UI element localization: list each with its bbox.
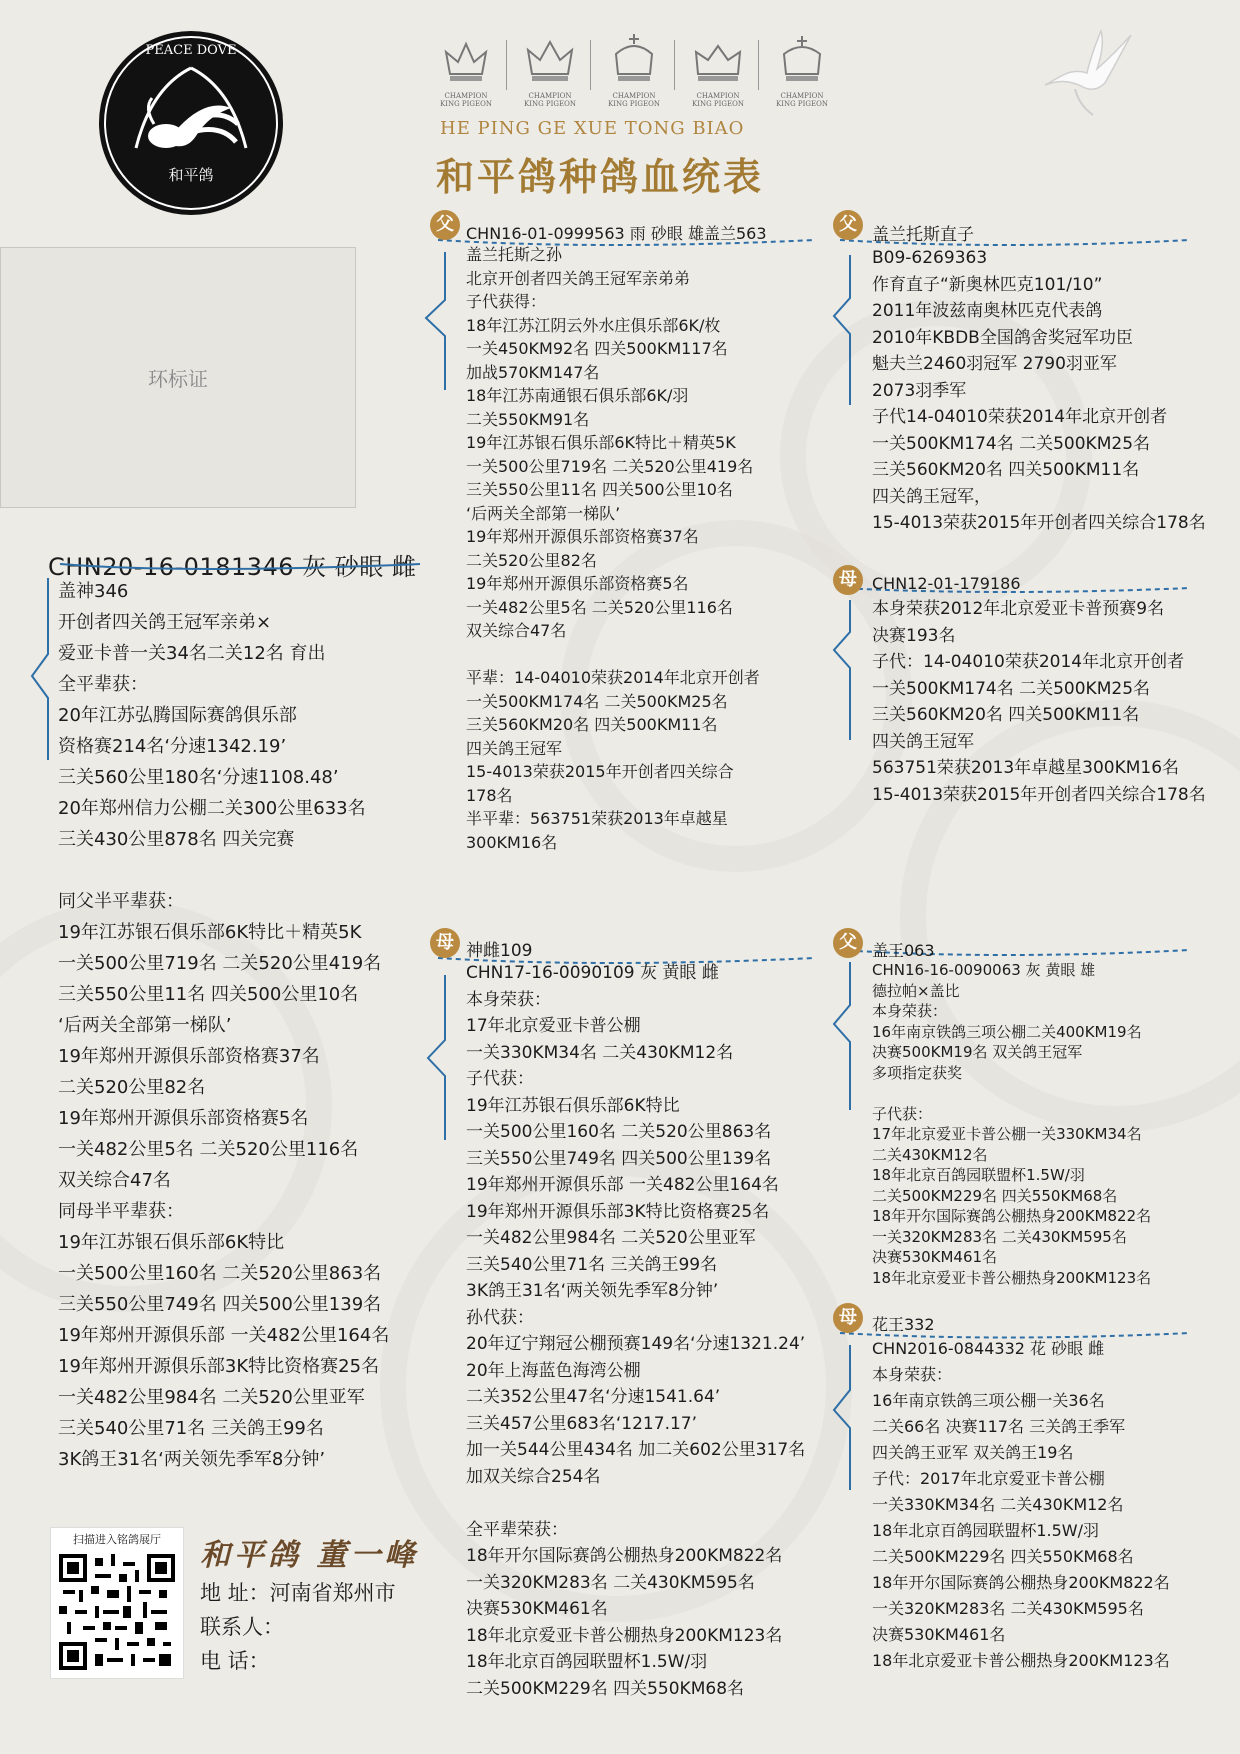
sire-sire-badge: 父	[833, 210, 863, 240]
dam-dam-badge: 母	[833, 1303, 863, 1333]
dam-line: 3K鸽王31名‘两关领先季军8分钟’	[466, 1281, 719, 1301]
dam-line: 20年上海蓝色海湾公棚	[466, 1360, 641, 1381]
subject-line: 19年郑州开源俱乐部资格赛37名	[58, 1046, 320, 1067]
dam-badge: 母	[430, 928, 460, 958]
sire-sire-line: 魁夫兰2460羽冠军 2790羽亚军	[872, 354, 1117, 374]
qr-code[interactable]	[50, 1527, 184, 1679]
dam-line: 三关457公里683名‘1217.17’	[466, 1413, 698, 1434]
sire-sire-line: 2073羽季军	[872, 380, 967, 401]
crown-caption: CHAMPION	[696, 92, 740, 100]
dam-line: 18年开尔国际赛鸽公棚热身200KM822名	[466, 1546, 783, 1566]
logo-text-en: PEACE DOVE	[145, 43, 237, 58]
subject-line: 二关520公里82名	[58, 1077, 206, 1098]
dam-dam-details	[872, 1336, 1170, 1674]
dam-dam-line: 一关330KM34名 二关430KM12名	[872, 1495, 1124, 1514]
sire-sire-line: 三关560KM20名 四关500KM11名	[872, 460, 1140, 480]
sire-sire-line: 四关鸽王冠军，	[872, 486, 991, 507]
subject-line: 双关综合47名	[58, 1170, 171, 1191]
sire-line: 半平辈：563751荣获2013年卓越星	[466, 809, 728, 828]
dam-sire-line: 18年开尔国际赛鸽公棚热身200KM822名	[872, 1207, 1152, 1225]
subject-line: ‘后两关全部第一梯队’	[58, 1015, 232, 1036]
subject-line: 全平辈获：	[58, 674, 148, 695]
dam-sire-line: 18年北京爱亚卡普公棚热身200KM123名	[872, 1268, 1152, 1287]
dam-dam-line: 18年北京爱亚卡普公棚热身200KM123名	[872, 1651, 1170, 1670]
sire-sire-line: 一关500KM174名 二关500KM25名	[872, 433, 1151, 454]
crown-caption: CHAMPION	[528, 92, 572, 100]
sire-line: 子代获得：	[466, 292, 547, 311]
sire-sire-line: 子代14-04010荣获2014年北京开创者	[872, 407, 1168, 427]
sire-dam-line: 563751荣获2013年卓越星300KM16名	[872, 758, 1180, 778]
subject-line: 一关500公里719名 二关520公里419名	[58, 953, 382, 974]
dam-line: 加双关综合254名	[466, 1466, 601, 1487]
dam-line: 二关352公里47名‘分速1541.64’	[466, 1387, 721, 1407]
dam-dam-line: 本身荣获：	[872, 1365, 953, 1384]
crown-caption: CHAMPION	[780, 92, 824, 100]
dam-line: 18年北京爱亚卡普公棚热身200KM123名	[466, 1625, 783, 1646]
subject-line: 20年郑州信力公棚二关300公里633名	[58, 798, 366, 819]
dam-line: 加一关544公里434名 加二关602公里317名	[466, 1440, 806, 1460]
sire-header: CHN16-01-0999563 雨 砂眼 雄盖兰563	[466, 224, 767, 243]
bracket-sd	[834, 600, 850, 740]
sire-line: 平辈：14-04010荣获2014年北京开创者	[466, 668, 760, 687]
crown-caption: KING PIGEON	[776, 100, 828, 108]
subject-line: 19年江苏银石俱乐部6K特比	[58, 1232, 285, 1253]
bracket-subject	[32, 578, 48, 760]
sire-line: 一关500KM174名 二关500KM25名	[466, 691, 728, 711]
subject-line: 19年江苏银石俱乐部6K特比＋精英5K	[58, 922, 362, 943]
crown-caption: KING PIGEON	[692, 100, 744, 108]
sire-line: 四关鸽王冠军	[466, 738, 563, 758]
dam-details	[466, 960, 805, 1702]
dam-sire-line: 18年北京百鸽园联盟杯1.5W/羽	[872, 1166, 1085, 1184]
sire-line: 178名	[466, 785, 513, 805]
sire-dam-header: CHN12-01-179186	[872, 574, 1021, 593]
sire-dam-line: 本身荣获2012年北京爱亚卡普预赛9名	[872, 599, 1165, 619]
sire-line: 一关450KM92名 四关500KM117名	[466, 339, 728, 358]
dam-line: 一关482公里984名 二关520公里亚军	[466, 1228, 756, 1248]
dam-line: 18年北京百鸽园联盟杯1.5W/羽	[466, 1652, 708, 1672]
subject-line: 三关540公里71名 三关鸽王99名	[58, 1418, 324, 1439]
subject-line: 盖神346	[58, 581, 129, 602]
sire-line: 300KM16名	[466, 832, 558, 852]
sire-dam-line: 四关鸽王冠军	[872, 731, 974, 752]
dam-line: 20年辽宁翔冠公棚预赛149名‘分速1321.24’	[466, 1334, 806, 1354]
subject-line: 19年郑州开源俱乐部3K特比资格赛25名	[58, 1356, 380, 1377]
sire-line: 18年江苏南通银石俱乐部6K/羽	[466, 386, 689, 405]
sire-line: 15-4013荣获2015年开创者四关综合	[466, 762, 734, 781]
dam-sire-details	[872, 960, 1151, 1288]
dam-dam-line: 二关66名 决赛117名 三关鸽王季军	[872, 1417, 1126, 1436]
dam-dam-header: 花王332	[872, 1315, 935, 1334]
subject-line: 三关560公里180名‘分速1108.48’	[58, 767, 339, 788]
subject-details	[58, 576, 389, 1475]
sire-line: 18年江苏江阴云外水庄俱乐部6K/枚	[466, 315, 721, 335]
sire-dam-line: 15-4013荣获2015年开创者四关综合178名	[872, 784, 1206, 805]
dam-sire-header: 盖王063	[872, 941, 935, 960]
logo-text-cn: 和平鸽	[168, 166, 214, 184]
subject-line: 开创者四关鸽王冠军亲弟×	[58, 612, 272, 633]
sire-sire-details	[872, 245, 1206, 537]
crown-caption: CHAMPION	[612, 92, 656, 100]
sire-dam-line: 一关500KM174名 二关500KM25名	[872, 678, 1151, 699]
subject-line: 资格赛214名‘分速1342.19’	[58, 736, 287, 757]
dam-dam-line: 决赛530KM461名	[872, 1625, 1006, 1644]
contact-line: 联系人：	[200, 1615, 284, 1639]
dam-line	[466, 1490, 805, 1517]
sire-sire-line: B09-6269363	[872, 248, 988, 268]
dam-dam-line: 四关鸽王亚军 双关鸽王19名	[872, 1443, 1074, 1462]
sire-line: 盖兰托斯之孙	[466, 245, 563, 264]
sire-line: 加战570KM147名	[466, 362, 600, 382]
subject-line: 19年郑州开源俱乐部资格赛5名	[58, 1108, 309, 1129]
dam-sire-line: CHN16-16-0090063 灰 黄眼 雄	[872, 961, 1096, 979]
subject-line: 三关550公里749名 四关500公里139名	[58, 1294, 382, 1315]
dam-line: 19年郑州开源俱乐部 一关482公里164名	[466, 1175, 779, 1195]
dam-line: 决赛530KM461名	[466, 1599, 608, 1619]
sire-line	[466, 643, 760, 667]
sire-line: 19年郑州开源俱乐部资格赛5名	[466, 574, 689, 593]
sire-line: 二关520公里82名	[466, 550, 597, 570]
subject-line: 3K鸽王31名‘两关领先季军8分钟’	[58, 1449, 326, 1470]
sire-line: ‘后两关全部第一梯队’	[466, 503, 621, 523]
contact-info	[200, 1576, 396, 1678]
dam-line: 17年北京爱亚卡普公棚	[466, 1016, 641, 1036]
dam-line: 三关550公里749名 四关500公里139名	[466, 1148, 772, 1169]
dam-sire-line: 二关430KM12名	[872, 1145, 988, 1164]
dam-line: CHN17-16-0090109 灰 黄眼 雌	[466, 963, 719, 983]
sire-line: 三关550公里11名 四关500公里10名	[466, 480, 733, 499]
dam-line: 孙代获：	[466, 1307, 534, 1328]
sire-line: 一关482公里5名 二关520公里116名	[466, 597, 733, 617]
subject-line: 爱亚卡普一关34名二关12名 育出	[58, 643, 326, 664]
sire-sire-line: 2010年KBDB全国鸽舍奖冠军功臣	[872, 327, 1133, 348]
crown-caption: KING PIGEON	[524, 100, 576, 108]
dam-line: 一关500公里160名 二关520公里863名	[466, 1122, 772, 1142]
sire-dam-line: 决赛193名	[872, 625, 956, 646]
dam-line: 本身荣获：	[466, 989, 551, 1010]
dam-line: 三关540公里71名 三关鸽王99名	[466, 1254, 718, 1275]
sire-dam-line: 三关560KM20名 四关500KM11名	[872, 705, 1140, 725]
sire-dam-details	[872, 596, 1206, 808]
subject-line: 三关430公里878名 四关完赛	[58, 829, 295, 850]
page-title: 和平鸽种鸽血统表	[436, 154, 765, 199]
dam-dam-line: 二关500KM229名 四关550KM68名	[872, 1547, 1134, 1566]
bracket-ss	[834, 255, 850, 405]
subject-line	[58, 855, 389, 886]
dam-dam-line: 18年开尔国际赛鸽公棚热身200KM822名	[872, 1573, 1170, 1592]
sire-line: 双关综合47名	[466, 621, 567, 640]
dam-dam-line: 16年南京铁鸽三项公棚一关36名	[872, 1391, 1105, 1410]
sire-sire-line: 15-4013荣获2015年开创者四关综合178名	[872, 513, 1206, 533]
dam-sire-line: 多项指定获奖	[872, 1063, 963, 1082]
subject-line: 19年郑州开源俱乐部 一关482公里164名	[58, 1325, 390, 1346]
sire-sire-line: 作育直子“新奥林匹克101/10”	[872, 274, 1103, 295]
dam-dam-line: 子代：2017年北京爱亚卡普公棚	[872, 1469, 1105, 1488]
dam-sire-line: 17年北京爱亚卡普公棚一关330KM34名	[872, 1125, 1142, 1143]
subject-line: 同母半平辈获：	[58, 1201, 184, 1222]
dam-sire-line: 德拉帕×盖比	[872, 981, 960, 1000]
crown-caption: CHAMPION	[444, 92, 488, 100]
sire-badge: 父	[430, 210, 460, 240]
sire-line: 三关560KM20名 四关500KM11名	[466, 715, 718, 734]
sire-sire-line: 2011年波兹南奥林匹克代表鸽	[872, 301, 1103, 321]
dam-header: 神雌109	[466, 941, 533, 961]
crown-caption: KING PIGEON	[608, 100, 660, 108]
dam-line: 一关320KM283名 二关430KM595名	[466, 1572, 755, 1593]
bracket-dam	[428, 975, 445, 1140]
dam-sire-badge: 父	[833, 928, 863, 958]
dam-dam-line: CHN2016-0844332 花 砂眼 雌	[872, 1339, 1105, 1358]
sire-line: 二关550KM91名	[466, 409, 590, 429]
subject-line: 一关500公里160名 二关520公里863名	[58, 1263, 382, 1284]
signature: 和平鸽 董一峰	[200, 1538, 419, 1573]
sire-dam-line: 子代：14-04010荣获2014年北京开创者	[872, 652, 1185, 672]
address-line: 地 址：河南省郑州市	[200, 1581, 396, 1605]
dam-dam-line: 一关320KM283名 二关430KM595名	[872, 1599, 1144, 1618]
bracket-sire	[426, 252, 445, 390]
dam-line: 19年郑州开源俱乐部3K特比资格赛25名	[466, 1201, 770, 1222]
phone-line: 电 话：	[200, 1649, 270, 1673]
sire-sire-header: 盖兰托斯直子	[872, 225, 974, 245]
subject-line: 同父半平辈获：	[58, 891, 184, 912]
subject-line: 三关550公里11名 四关500公里10名	[58, 984, 359, 1005]
qr-caption: 扫描进入铭鸽展厅	[73, 1533, 161, 1546]
dam-dam-line: 18年北京百鸽园联盟杯1.5W/羽	[872, 1521, 1100, 1540]
sire-line: 19年郑州开源俱乐部资格赛37名	[466, 527, 699, 546]
dam-line: 一关330KM34名 二关430KM12名	[466, 1042, 734, 1063]
dam-line: 子代获：	[466, 1069, 534, 1089]
dam-sire-line: 16年南京铁鸽三项公棚二关400KM19名	[872, 1022, 1142, 1041]
subject-title: CHN20-16-0181346 灰 砂眼 雌	[48, 553, 417, 581]
dam-sire-line: 决赛530KM461名	[872, 1248, 998, 1266]
dam-sire-line: 二关500KM229名 四关550KM68名	[872, 1186, 1118, 1205]
dam-sire-line	[872, 1083, 1151, 1104]
qr-code-icon	[59, 1554, 175, 1670]
subject-line: 一关482公里984名 二关520公里亚军	[58, 1387, 365, 1408]
sire-details	[466, 243, 760, 854]
subject-line: 一关482公里5名 二关520公里116名	[58, 1139, 359, 1160]
bracket-dd	[834, 1345, 850, 1490]
dam-sire-line: 一关320KM283名 二关430KM595名	[872, 1227, 1127, 1246]
dam-sire-line: 决赛500KM19名 双关鸽王冠军	[872, 1043, 1083, 1061]
dam-line: 19年江苏银石俱乐部6K特比	[466, 1095, 680, 1116]
sire-line: 19年江苏银石俱乐部6K特比＋精英5K	[466, 433, 736, 452]
sire-line: 北京开创者四关鸽王冠军亲弟弟	[466, 268, 691, 288]
dam-line: 全平辈荣获：	[466, 1519, 568, 1540]
dam-sire-line: 子代获：	[872, 1104, 933, 1123]
ring-certificate-label: 环标证	[148, 367, 208, 391]
crown-caption: KING PIGEON	[440, 100, 492, 108]
dam-sire-line: 本身荣获：	[872, 1002, 948, 1020]
subject-line: 20年江苏弘腾国际赛鸽俱乐部	[58, 705, 297, 726]
header-pinyin: HE PING GE XUE TONG BIAO	[440, 118, 745, 139]
dam-line: 二关500KM229名 四关550KM68名	[466, 1678, 745, 1699]
sire-line: 一关500公里719名 二关520公里419名	[466, 456, 754, 476]
bracket-ds	[834, 962, 850, 1110]
underline-subject	[60, 564, 420, 569]
sire-dam-badge: 母	[833, 565, 863, 595]
